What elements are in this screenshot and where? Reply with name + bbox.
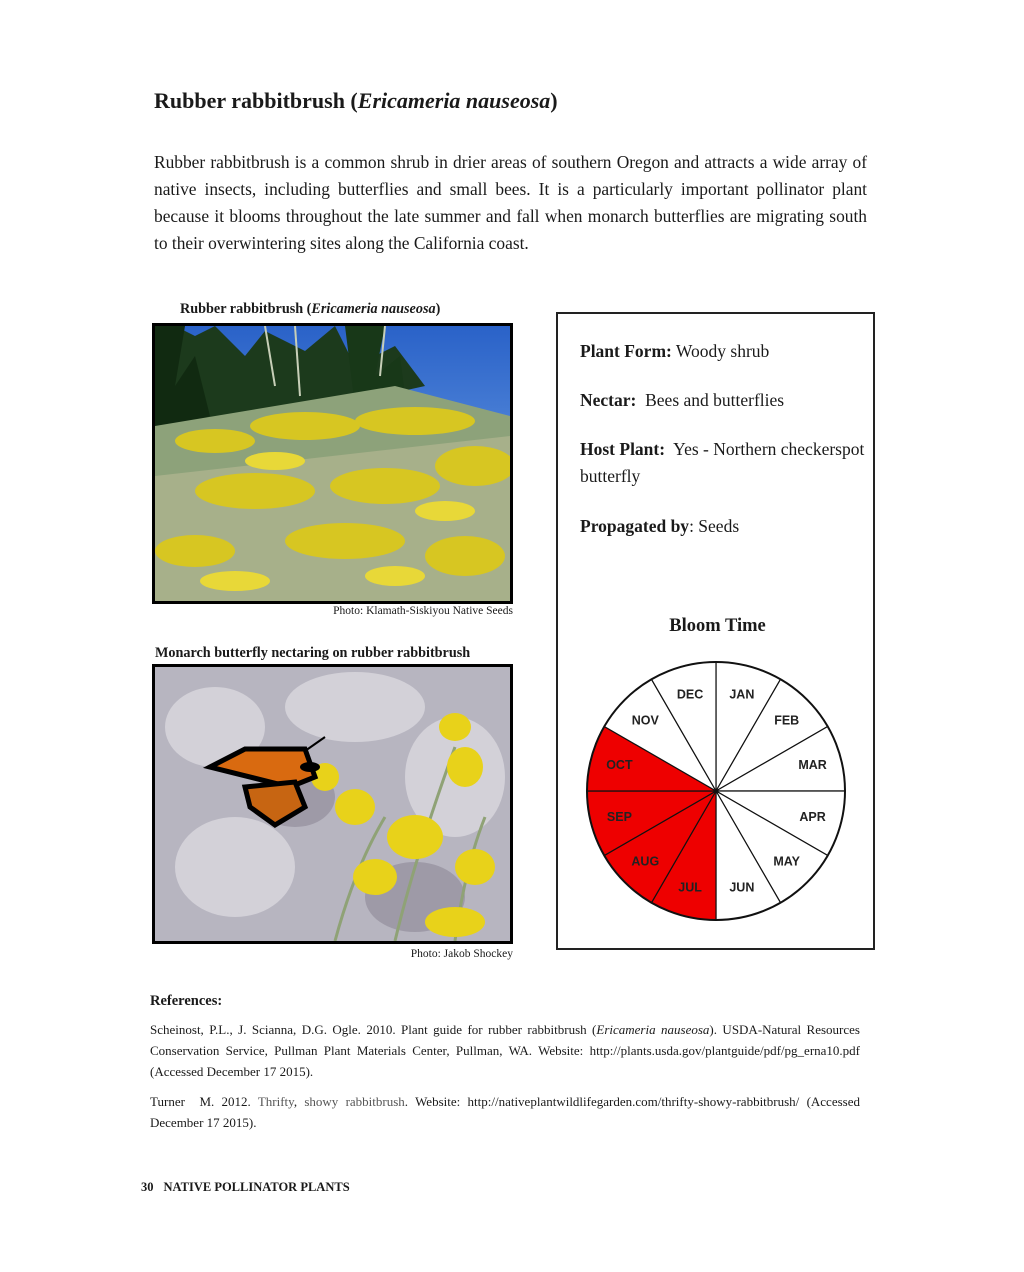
reference-1: Scheinost, P.L., J. Scianna, D.G. Ogle. 2010. Plant guide for rubber rabbitbrush (Ericameria nauseosa). USDA-Natural Resources Conservation Service, Pullman Plant Materials Center, Pullman, WA. Website: http://plants.usda.gov/plantguide/pdf/pg_erna10.pdf (Accessed December 17 2015). (150, 1022, 860, 1079)
bloom-label-may: MAY (773, 854, 801, 869)
rabbitbrush-photo (152, 323, 513, 604)
references-heading: References: (150, 993, 223, 1009)
photo2-credit: Photo: Jakob Shockey (410, 948, 513, 960)
bloom-label-aug: AUG (631, 854, 660, 869)
bloom-label-jun: JUN (729, 880, 755, 895)
reference-2: Turner M. 2012. Thrifty, showy rabbitbrush. Website: http://nativeplantwildlifegarden.com/thrifty-showy-rabbitbrush/ (Accessed December 17 2015). (150, 1094, 860, 1130)
propagated-by: Propagated by: Seeds (580, 516, 740, 536)
monarch-photo (152, 664, 513, 944)
host-plant: Host Plant: Yes - Northern checkerspot butterfly (580, 439, 869, 486)
page-footer (141, 1180, 360, 1195)
bloom-label-nov: NOV (631, 713, 659, 728)
bloom-label-oct: OCT (606, 758, 633, 773)
bloom-time-wheel (584, 659, 848, 923)
bloom-label-mar: MAR (798, 758, 827, 773)
photo1-credit: Photo: Klamath-Siskiyou Native Seeds (333, 605, 513, 617)
photo2-caption: Monarch butterfly nectaring on rubber rabbitbrush (155, 645, 471, 661)
bloom-label-jan: JAN (729, 687, 755, 702)
bloom-label-sep: SEP (606, 809, 632, 824)
page-title: Rubber rabbitbrush (Ericameria nauseosa) (154, 88, 558, 113)
bloom-label-apr: APR (799, 809, 826, 824)
bloom-label-jul: JUL (678, 880, 702, 895)
nectar: Nectar: Bees and butterflies (580, 390, 785, 410)
bloom-time-title: Bloom Time (669, 616, 766, 636)
page-number: 30 (141, 1180, 154, 1194)
bloom-label-dec: DEC (676, 687, 704, 702)
footer-title: NATIVE POLLINATOR PLANTS (163, 1180, 350, 1194)
bloom-label-feb: FEB (774, 713, 800, 728)
plant-form: Plant Form: Woody shrub (580, 341, 770, 361)
plant-info-box (556, 312, 875, 950)
intro-paragraph: Rubber rabbitbrush is a common shrub in drier areas of southern Oregon and attracts a wide array of native insects, including butterflies and small bees. It is a particularly important pollinator plant because it blooms throughout the late summer and fall when monarch butterflies are migrating south to their overwintering sites along the California coast. (154, 152, 867, 253)
photo1-caption: Rubber rabbitbrush (Ericameria nauseosa) (180, 301, 441, 317)
